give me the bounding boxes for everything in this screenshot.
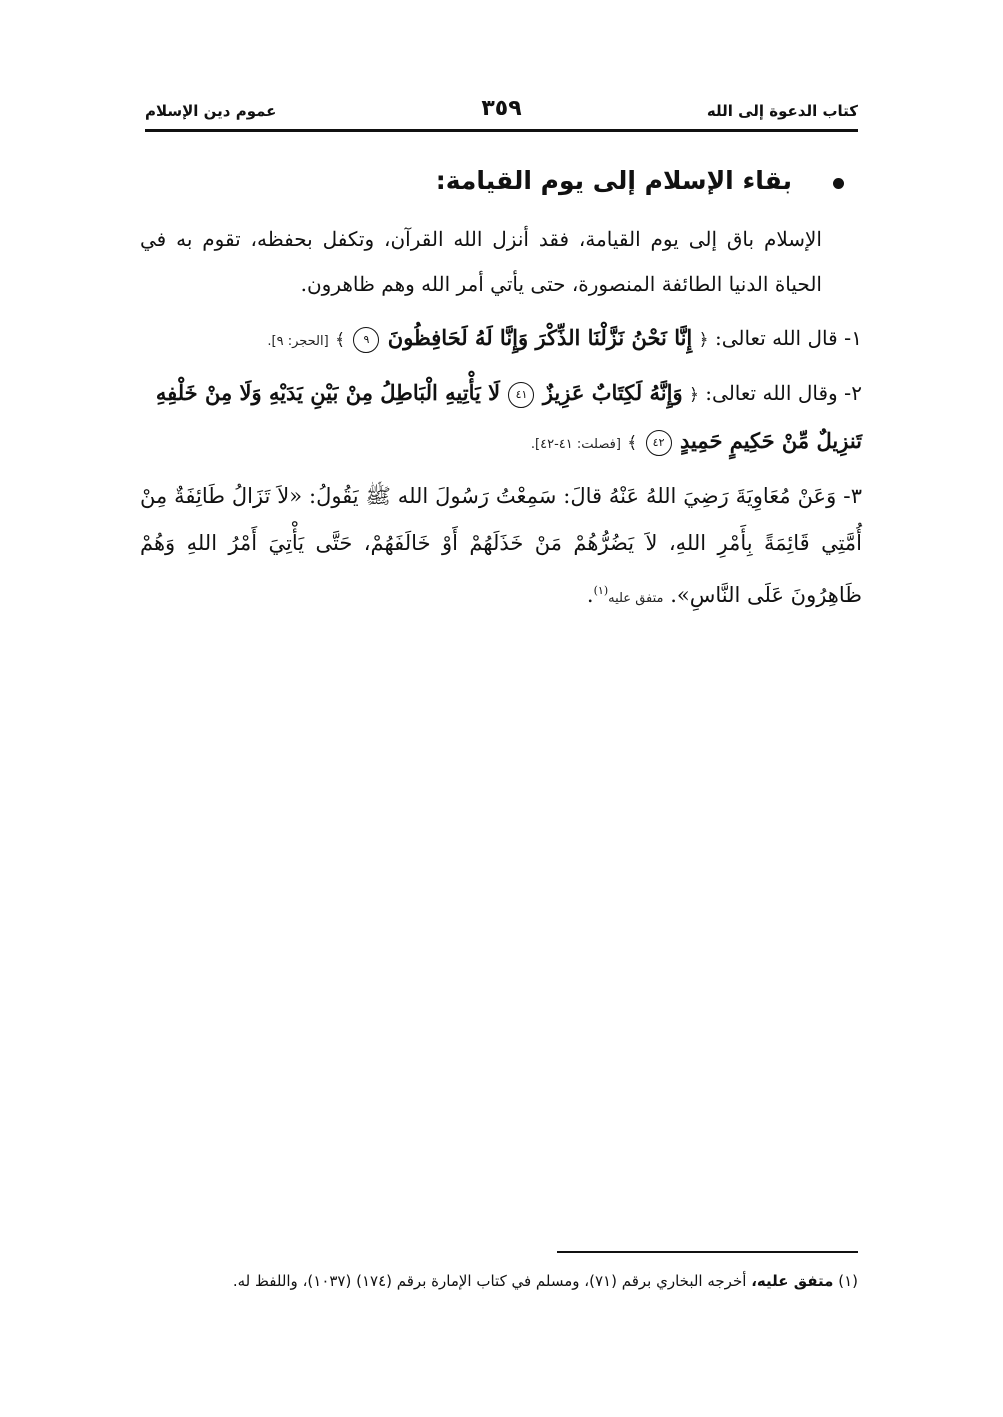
quran-verse: وَإِنَّهُ لَكِتَابٌ عَزِيزٌ [542, 380, 683, 405]
ayah-number-icon: ٤١ [508, 382, 534, 408]
quran-open-bracket: ﴿ [698, 330, 709, 350]
item-lead: قال الله تعالى: [714, 326, 838, 350]
running-header [145, 96, 858, 132]
hadith-text: وَعَنْ مُعَاوِيَةَ رَضِيَ اللهُ عَنْهُ قالَ: سَمِعْتُ رَسُولَ الله ﷺ يَقُولُ: «لاَ تَزَالُ طَائِفَةٌ مِنْ أُمَّتِي قَائِمَةً بِأَمْرِ اللهِ، لاَ يَضُرُّهُمْ مَنْ خَذَلَهُمْ أَوْ خَالَفَهُمْ، حَتَّى يَأْتِيَ أَمْرُ اللهِ وَهُمْ ظَاهِرُونَ عَلَى النَّاسِ». [140, 484, 862, 607]
section-heading [140, 166, 862, 195]
list-item [140, 473, 862, 622]
footnote-marker: (١) [593, 584, 609, 597]
header-rule [145, 129, 858, 132]
hadith-reference: متفق عليه [608, 591, 664, 606]
item-number: ١- [844, 326, 862, 350]
quran-close-bracket: ﴾ [335, 330, 346, 350]
book-title: كتاب الدعوة إلى الله [706, 102, 858, 120]
verse-reference: [فصلت: ٤١-٤٢]. [530, 437, 621, 452]
footnote-rule [557, 1251, 858, 1253]
chapter-title: عموم دين الإسلام [145, 102, 277, 120]
item-lead: وقال الله تعالى: [705, 381, 838, 405]
item-number: ٢- [844, 381, 862, 405]
page-number: ٣٥٩ [481, 96, 522, 121]
section-heading-text: بقاء الإسلام إلى يوم القيامة: [435, 166, 792, 195]
item-number: ٣- [843, 484, 862, 508]
quran-open-bracket: ﴿ [688, 385, 699, 405]
quran-close-bracket: ﴾ [627, 433, 638, 453]
quran-verse: لَا يَأْتِيهِ الْبَاطِلُ مِنْ بَيْنِ يَدَيْهِ وَلَا مِنْ خَلْفِهِ تَنزِيلٌ مِّنْ حَكِيمٍ حَمِيدٍ [155, 380, 862, 453]
hadith-end: . [586, 583, 594, 607]
footnote-number: (١) [838, 1272, 858, 1290]
page-body [140, 160, 862, 628]
list-item [140, 315, 862, 364]
bullet-icon [833, 178, 844, 189]
footnote [140, 1272, 858, 1290]
intro-paragraph: الإسلام باق إلى يوم القيامة، فقد أنزل الله القرآن، وتكفل بحفظه، تقوم به في الحياة الدنيا الطائفة المنصورة، حتى يأتي أمر الله وهم ظاهرون. [140, 227, 822, 296]
footnote-lead: متفق عليه، [751, 1272, 834, 1290]
quran-verse: إِنَّا نَحْنُ نَزَّلْنَا الذِّكْرَ وَإِنَّا لَهُ لَحَافِظُونَ [387, 325, 693, 350]
list-item [140, 370, 862, 467]
verse-reference: [الحجر: ٩]. [267, 334, 329, 349]
ayah-number-icon: ٤٢ [646, 430, 672, 456]
ayah-number-icon: ٩ [353, 327, 379, 353]
footnote-text: أخرجه البخاري برقم (٧١)، ومسلم في كتاب الإمارة برقم (١٧٤) (١٠٣٧)، واللفظ له. [232, 1272, 747, 1290]
